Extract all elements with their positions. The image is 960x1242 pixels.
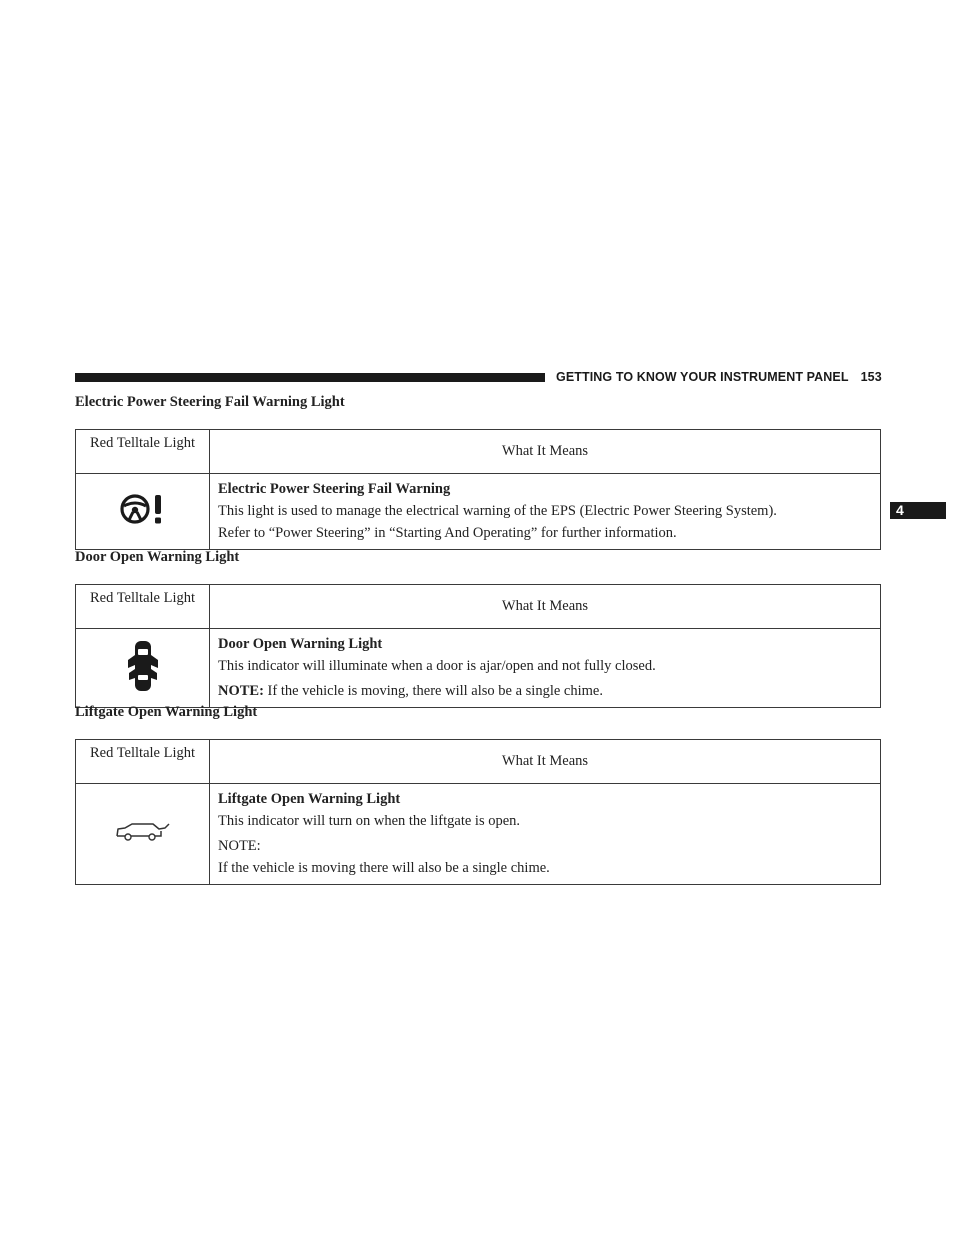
description-line: Refer to “Power Steering” in “Starting And Operating” for further information. <box>218 525 677 541</box>
description-line: This light is used to manage the electrical warning of the EPS (Electric Power Steering System). <box>218 503 777 519</box>
meaning-cell <box>210 784 881 885</box>
liftgate-open-car-icon <box>115 832 171 848</box>
page-number: 153 <box>860 370 882 384</box>
header-cell-telltale: Red Telltale Light <box>76 740 210 784</box>
telltale-table-liftgate <box>75 739 881 885</box>
section-heading-door: Door Open Warning Light <box>75 549 240 565</box>
meaning-cell <box>210 474 881 550</box>
entry-title: Door Open Warning Light <box>218 636 383 652</box>
telltale-table-door <box>75 584 881 708</box>
icon-cell <box>76 629 210 708</box>
note-label: NOTE: <box>218 838 261 854</box>
note-text: If the vehicle is moving, there will also be a single chime. <box>267 683 603 699</box>
description-line: This indicator will turn on when the liftgate is open. <box>218 813 521 829</box>
header-title: GETTING TO KNOW YOUR INSTRUMENT PANEL <box>556 370 849 384</box>
steering-wheel-exclamation-icon <box>118 514 168 530</box>
section-heading-liftgate: Liftgate Open Warning Light <box>75 704 258 720</box>
header-cell-meaning: What It Means <box>210 430 881 474</box>
chapter-tab[interactable]: 4 <box>890 502 946 519</box>
note-text: If the vehicle is moving there will also be a single chime. <box>218 860 550 876</box>
description-line: This indicator will illuminate when a door is ajar/open and not fully closed. <box>218 658 656 674</box>
door-open-car-icon <box>127 682 159 698</box>
header-cell-telltale: Red Telltale Light <box>76 430 210 474</box>
note <box>218 680 872 702</box>
icon-cell <box>76 474 210 550</box>
section-heading-eps: Electric Power Steering Fail Warning Light <box>75 394 345 410</box>
icon-cell <box>76 784 210 885</box>
header-cell-telltale: Red Telltale Light <box>76 585 210 629</box>
meaning-cell <box>210 629 881 708</box>
telltale-table-eps <box>75 429 881 550</box>
entry-title: Electric Power Steering Fail Warning <box>218 481 451 497</box>
header-cell-meaning: What It Means <box>210 740 881 784</box>
running-header <box>556 370 882 384</box>
note-label: NOTE: <box>218 683 264 699</box>
entry-title: Liftgate Open Warning Light <box>218 791 401 807</box>
header-rule <box>75 373 545 382</box>
header-cell-meaning: What It Means <box>210 585 881 629</box>
